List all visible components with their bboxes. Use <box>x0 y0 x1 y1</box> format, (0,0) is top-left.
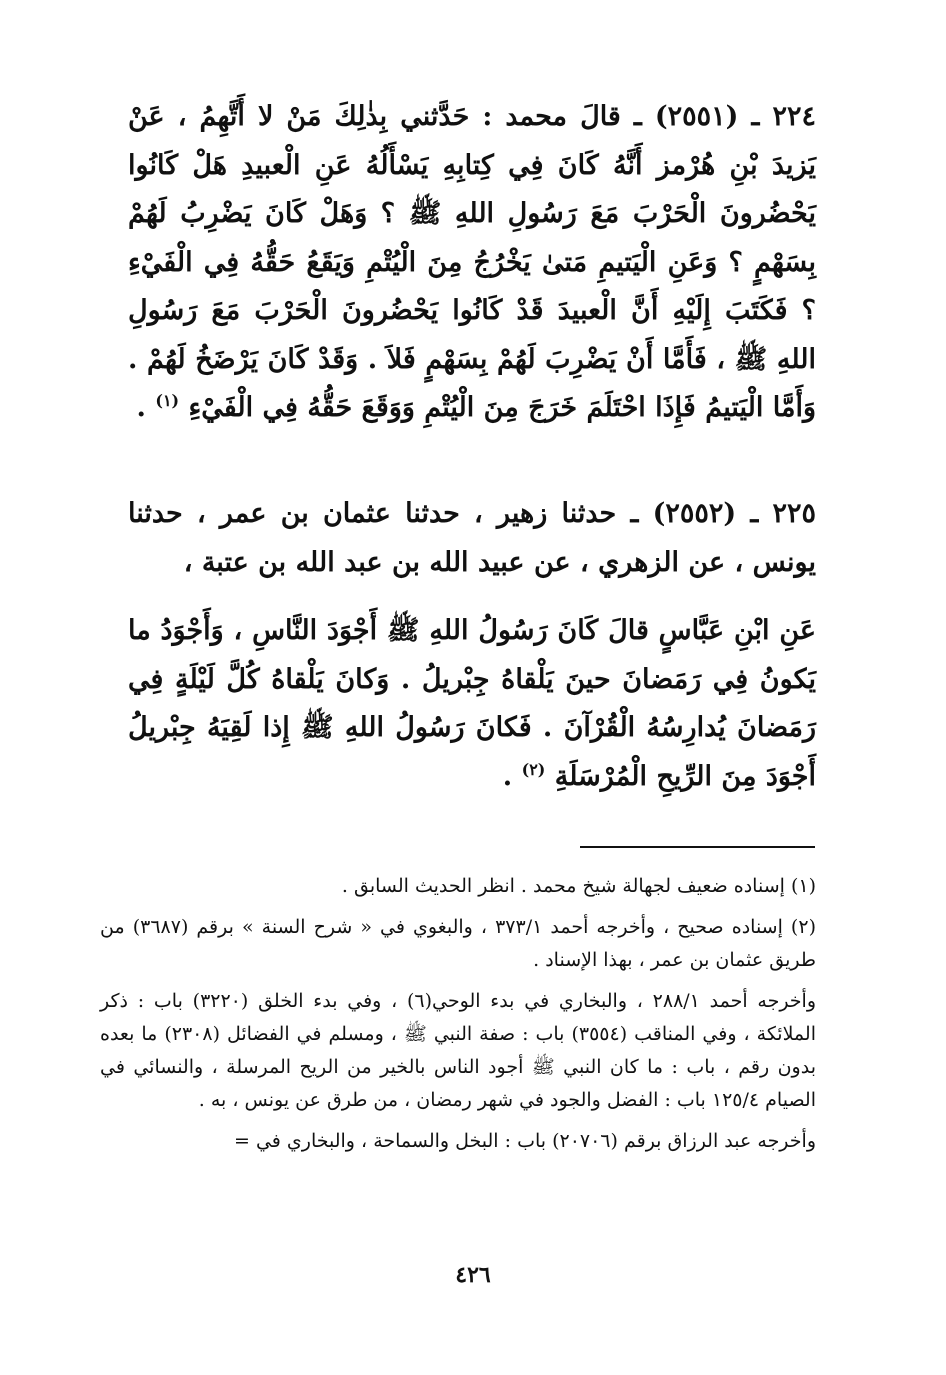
hadith-number: ٢٢٥ ـ (٢٥٥٢) <box>652 498 817 529</box>
footnote-2: (٢) إسناده صحيح ، وأخرجه أحمد ٣٧٣/١ ، والبغوي في « شرح السنة » برقم (٣٦٨٧) من طريق عثمان بن عمر ، بهذا الإسناد . <box>100 916 816 971</box>
footnotes <box>100 870 816 1158</box>
hadith-end: . <box>136 392 156 423</box>
footnote-2-continued: وأخرجه أحمد ٢٨٨/١ ، والبخاري في بدء الوحي(٦) ، وفي بدء الخلق (٣٢٢٠) باب : ذكر الملائكة ، وفي المناقب (٣٥٥٤) باب : صفة النبي ﷺ ، ومسلم في الفضائل (٢٣٠٨) ما بعده بدون رقم ، باب : ما كان النبي ﷺ أجود الناس بالخير من الريح المرسلة ، والنسائي في الصيام ١٢٥/٤ باب : الفضل والجود في شهر رمضان ، من طرق عن يونس ، به . <box>100 990 817 1111</box>
footnote-divider <box>580 846 815 848</box>
hadith-text: عَنِ ابْنِ عَبَّاسٍ قالَ كَانَ رَسُولُ اللهِ ﷺ أَجْوَدَ النَّاسِ ، وَأَجْوَدُ ما يَكونُ فِي رَمَضانَ حينَ يَلْقاهُ جِبْريلُ . وَكانَ يَلْقاهُ كُلَّ لَيْلَةٍ فِي رَمَضانَ يُدارِسُهُ الْقُرْآنَ . فَكانَ رَسُولُ اللهِ ﷺ إِذا لَقِيَهُ جِبْريلُ أَجْوَدَ مِنَ الرِّيحِ الْمُرْسَلَةِ <box>128 615 816 792</box>
page-number: ٤٢٦ <box>455 1262 491 1288</box>
hadith-text: ـ قالَ محمد : حَدَّثني بِذٰلِكَ مَنْ لا أَتَّهِمُ ، عَنْ يَزيدَ بْنِ هُرْمز أَنَّهُ كَانَ فِي كِتابِهِ يَسْأَلُهُ عَنِ الْعبيدِ هَلْ كَانُوا يَحْضُرونَ الْحَرْبَ مَعَ رَسُولِ اللهِ ﷺ ؟ وَهَلْ كَانَ يَضْرِبُ لَهُمْ بِسَهْمٍ ؟ وَعَنِ الْيَتيمِ مَتىٰ يَخْرُجُ مِنَ الْيُتْمِ وَيَقَعُ حَقُّهُ فِي الْفَيْءِ ؟ فَكَتَبَ إِلَيْهِ أَنَّ الْعبيدَ قَدْ كَانُوا يَحْضُرونَ الْحَرْبَ مَعَ رَسُولِ اللهِ ﷺ ، فَأَمَّا أَنْ يَضْرِبَ لَهُمْ بِسَهْمٍ فَلاَ . وَقَدْ كَانَ يَرْضَخُ لَهُمْ . وَأَمَّا الْيَتيمُ فَإِذَا احْتَلَمَ خَرَجَ مِنَ الْيُتْمِ وَوَقَعَ حَقُّهُ فِي الْفَيْءِ <box>128 101 816 423</box>
footnote-ref-1: (١) <box>155 391 180 410</box>
hadith-number: ٢٢٤ ـ (٢٥٥١) <box>654 101 816 132</box>
hadith-isnad: ـ حدثنا زهير ، حدثنا عثمان بن عمر ، حدثنا يونس ، عن الزهري ، عن عبيد الله بن عبد الله بن عتبة ، <box>128 498 816 578</box>
hadith-end: . <box>502 760 522 792</box>
footnote-2-continued-more: وأخرجه عبد الرزاق برقم (٢٠٧٠٦) باب : البخل والسماحة ، والبخاري في = <box>233 1130 816 1152</box>
footnote-1: (١) إسناده ضعيف لجهالة شيخ محمد . انظر الحديث السابق . <box>341 875 816 897</box>
hadith-224 <box>128 93 816 433</box>
hadith-225-isnad <box>128 490 816 587</box>
footnote-ref-2: (٢) <box>521 759 546 779</box>
hadith-225-matn <box>128 607 816 801</box>
